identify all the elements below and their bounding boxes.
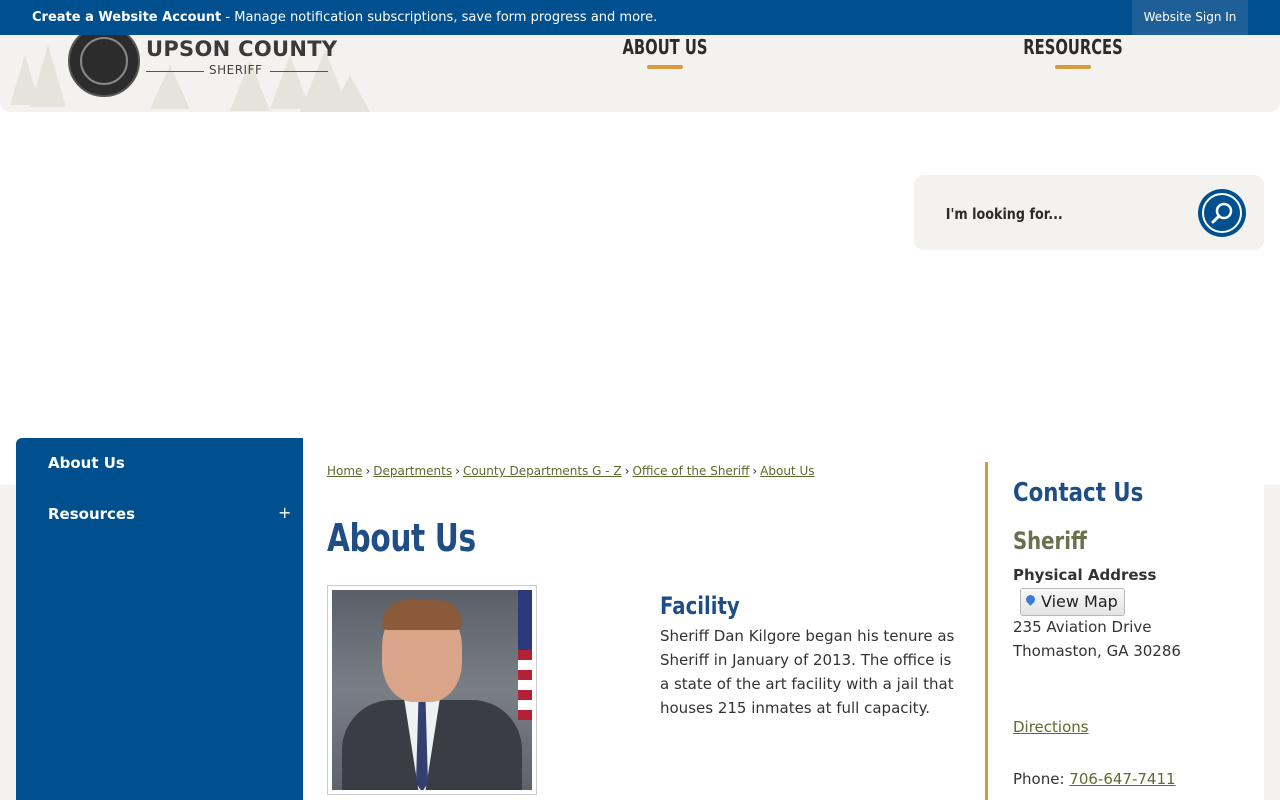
nav-resources-underline xyxy=(1055,65,1091,69)
breadcrumb-office-of-sheriff[interactable]: Office of the Sheriff xyxy=(632,464,750,478)
breadcrumb-separator: › xyxy=(624,464,630,478)
phone-link[interactable]: 706-647-7411 xyxy=(1069,770,1176,788)
account-banner xyxy=(0,0,1280,35)
nav-resources[interactable]: RESOURCES xyxy=(1023,35,1123,59)
phone-label: Phone: xyxy=(1013,770,1070,788)
view-map-button[interactable] xyxy=(1020,588,1125,616)
account-message[interactable] xyxy=(32,0,657,35)
contact-heading: Contact Us xyxy=(1013,478,1144,508)
directions-link-wrap xyxy=(1013,718,1089,736)
sidebar-item-about-us[interactable]: About Us xyxy=(48,454,125,472)
search-input[interactable] xyxy=(944,197,1143,231)
sidebar-item-resources[interactable]: Resources xyxy=(48,505,136,523)
logo-title[interactable]: UPSON COUNTY xyxy=(146,37,338,61)
address-label: Physical Address xyxy=(1013,566,1157,584)
search-icon xyxy=(1198,189,1246,237)
directions-link[interactable]: Directions xyxy=(1013,718,1089,736)
breadcrumb-home[interactable]: Home xyxy=(327,464,363,478)
breadcrumb-separator: › xyxy=(752,464,758,478)
search-box xyxy=(914,175,1264,250)
sheriff-photo xyxy=(327,585,537,795)
address-line-1: 235 Aviation Drive xyxy=(1013,618,1152,636)
nav-about-us-underline xyxy=(647,65,683,69)
logo-subtitle: SHERIFF xyxy=(209,63,263,77)
contact-divider xyxy=(985,462,988,800)
breadcrumb xyxy=(327,464,814,478)
breadcrumb-separator: › xyxy=(455,464,460,478)
logo-divider-left xyxy=(146,71,204,72)
map-pin-icon xyxy=(1024,593,1037,606)
view-map-label: View Map xyxy=(1041,592,1118,611)
breadcrumb-departments[interactable]: Departments xyxy=(373,464,453,478)
logo-divider-right xyxy=(270,71,328,72)
search-button[interactable] xyxy=(1198,189,1246,237)
expand-plus-icon[interactable]: + xyxy=(278,503,292,522)
facility-text: Sheriff Dan Kilgore began his tenure as Sheriff in January of 2013. The office is a state of the art facility with a jail that houses 215 inmates at full capacity. xyxy=(660,627,955,717)
department-name: Sheriff xyxy=(1013,527,1087,555)
account-message-text: - Manage notification subscriptions, save form progress and more. xyxy=(221,10,658,25)
page-title: About Us xyxy=(327,516,476,560)
facility-heading: Facility xyxy=(660,592,740,620)
site-header xyxy=(0,35,1280,112)
breadcrumb-separator: › xyxy=(365,464,371,478)
sidebar xyxy=(16,438,303,800)
create-account-link[interactable]: Create a Website Account xyxy=(32,10,222,25)
website-sign-in-button[interactable]: Website Sign In xyxy=(1132,0,1248,35)
breadcrumb-county-departments[interactable]: County Departments G - Z xyxy=(462,464,622,478)
phone-row xyxy=(1013,770,1176,788)
address-line-2: Thomaston, GA 30286 xyxy=(1013,642,1181,660)
nav-about-us[interactable]: ABOUT US xyxy=(622,35,708,59)
main-content xyxy=(303,438,1264,800)
breadcrumb-about-us[interactable]: About Us xyxy=(760,464,815,478)
